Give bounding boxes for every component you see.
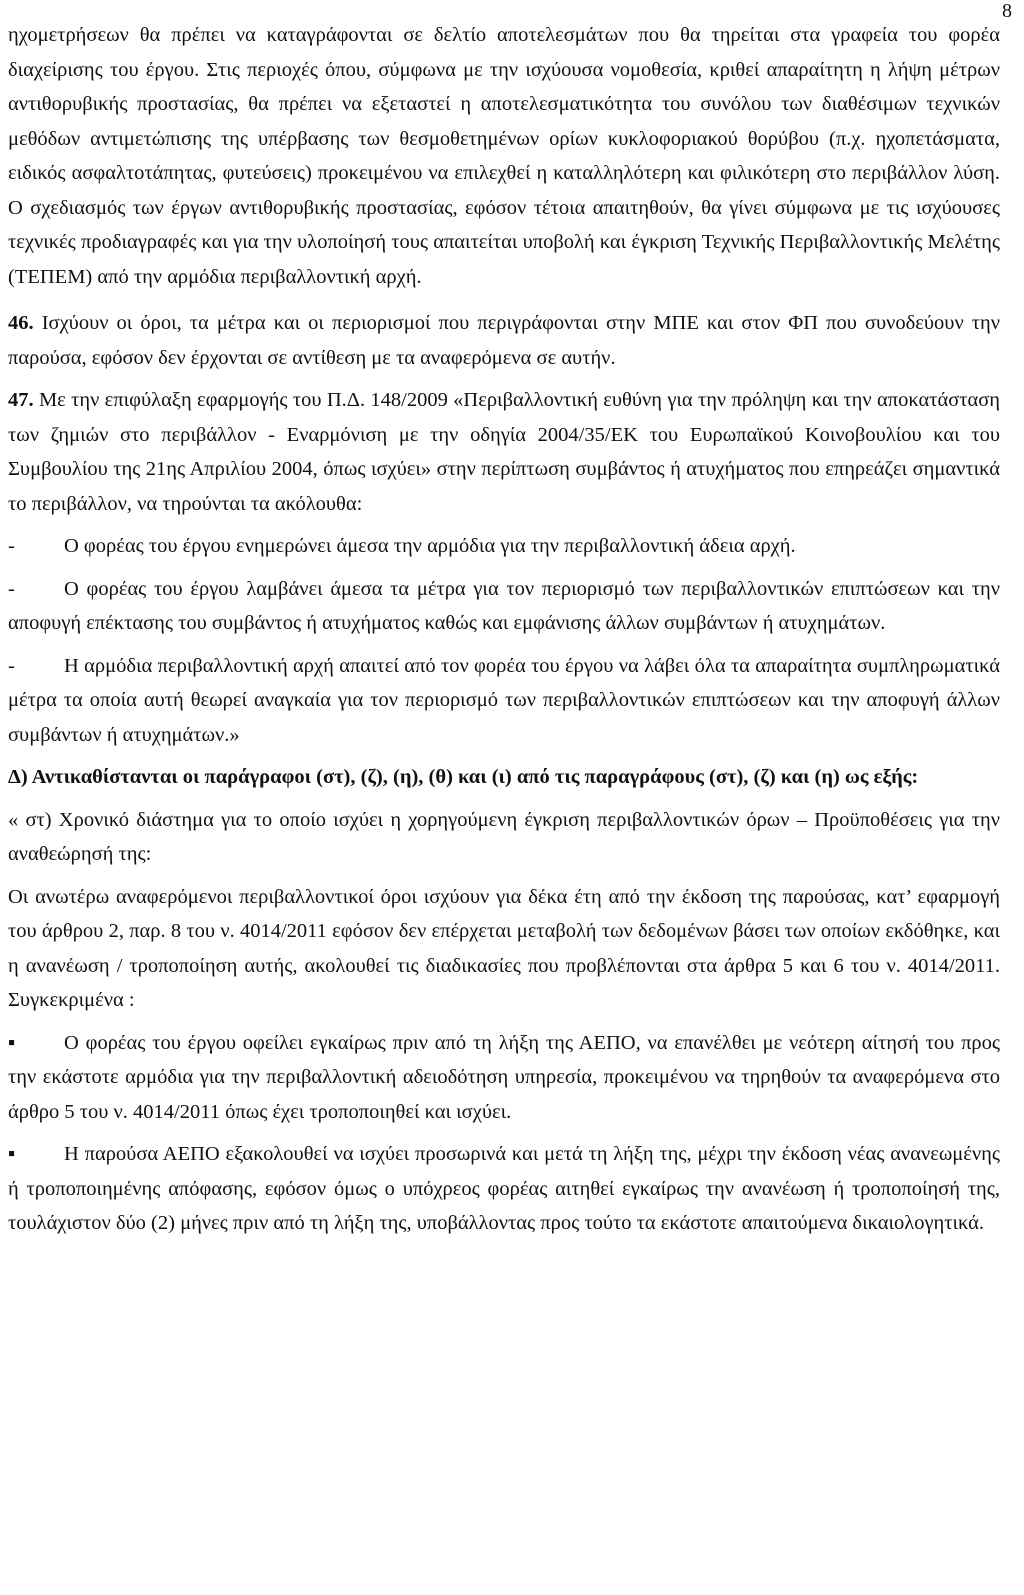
bullet-item-2-text-rest: έκδοση νέας ανανεωμένης ή τροποποιημένης απόφασης, εφόσον όμως ο υπόχρεος φορέας αιτηθεί εγκαίρως την ανανέωση ή τροποποίησή της, τουλάχιστον δύο (2) μήνες πριν από τη λήξη της, υποβάλλοντας προς τούτο τα εκάστοτε απαιτούμενα δικαιολογητικά. xyxy=(8,1143,1001,1234)
bullet-item-2-text-first: Η παρούσα ΑΕΠΟ εξακολουθεί να ισχύει προσωρινά και μετά τη λήξη της, μέχρι την xyxy=(64,1143,776,1165)
bullet-item-1-text-first: Ο φορέας του έργου οφείλει εγκαίρως πριν από τη λήξη της ΑΕΠΟ, να επανέλθει με xyxy=(64,1031,783,1054)
page-number: 8 xyxy=(1002,0,1012,22)
paragraph-47 xyxy=(8,383,1000,521)
dash-item-1-text: Ο φορέας του έργου ενημερώνει άμεσα την αρμόδια για την περιβαλλοντική άδεια αρχή. xyxy=(64,535,796,557)
bullet-item-1-text-rest: νεότερη αίτησή του προς την εκάστοτε αρμόδια για την περιβαλλοντική αδειοδότηση υπηρεσία, προκειμένου να τηρηθούν τα αναφερόμενα στο άρθρο 5 του ν. 4014/2011 όπως έχει τροποποιηθεί και ισχύει. xyxy=(8,1031,1001,1123)
dash-marker: - xyxy=(8,654,15,677)
paragraph-47-text: Με την επιφύλαξη εφαρμογής του Π.Δ. 148/2009 «Περιβαλλοντική ευθύνη για την πρόληψη και την αποκατάσταση των ζημιών στο περιβάλλον - Εναρμόνιση με την οδηγία 2004/35/ΕΚ του Ευρωπαϊκού Κοινοβουλίου και του Συμβουλίου της 21ης Απριλίου 2004, όπως ισχύει» στην περίπτωση συμβάντος ή ατυχήματος που επηρεάζει σημαντικά το περιβάλλον, να τηρούνται τα ακόλουθα: xyxy=(8,389,1000,515)
subsection-st-text: Οι ανωτέρω αναφερόμενοι περιβαλλοντικοί όροι ισχύουν για δέκα έτη από την έκδοση της παρούσας, κατ’ εφαρμογή του άρθρου 2, παρ. 8 του ν. 4014/2011 εφόσον δεν επέρχεται μεταβολή των δεδομένων βάσει των οποίων εκδόθηκε, και η ανανέωση / τροποποίηση αυτής, ακολουθεί τις διαδικασίες που προβλέπονται στα άρθρα 5 και 6 του ν. 4014/2011. Συγκεκριμένα : xyxy=(8,885,1000,1011)
dash-item-3 xyxy=(8,649,1000,753)
subsection-st-heading: « στ) Χρονικό διάστημα για το οποίο ισχύει η χορηγούμενη έγκριση περιβαλλοντικών όρων – Προϋποθέσεις για την αναθεώρησή της: xyxy=(8,808,1000,865)
bullet-marker: ▪ xyxy=(8,1031,16,1054)
dash-item-2 xyxy=(8,572,1000,641)
dash-item-2-text-first: Ο φορέας του έργου λαμβάνει άμεσα τα μέτρα για τον περιορισμό των περιβαλλοντικών xyxy=(64,577,824,600)
paragraph-46-number: 46. xyxy=(8,312,34,334)
paragraph-46 xyxy=(8,306,1000,375)
dash-marker: - xyxy=(8,577,15,600)
bullet-item-2 xyxy=(8,1137,1000,1241)
dash-item-1 xyxy=(8,529,1000,564)
dash-item-3-text-first: Η αρμόδια περιβαλλοντική αρχή απαιτεί από τον φορέα του έργου να λάβει όλα τα xyxy=(64,654,750,677)
dash-marker: - xyxy=(8,535,15,557)
paragraph-47-number: 47. xyxy=(8,389,34,411)
bullet-item-1 xyxy=(8,1026,1000,1130)
bullet-marker: ▪ xyxy=(8,1143,16,1165)
paragraph-noise-measures: ηχομετρήσεων θα πρέπει να καταγράφονται σε δελτίο αποτελεσμάτων που θα τηρείται στα γραφεία του φορέα διαχείρισης του έργου. Στις περιοχές όπου, σύμφωνα με την ισχύουσα νομοθεσία, κριθεί απαραίτητη η λήψη μέτρων αντιθορυβικής προστασίας, θα πρέπει να εξεταστεί η αποτελεσματικότητα του συνόλου των διαθέσιμων τεχνικών μεθόδων αντιμετώπισης της υπέρβασης των θεσμοθετημένων ορίων κυκλοφοριακού θορύβου (π.χ. ηχοπετάσματα, ειδικός ασφαλτοτάπητας, φυτεύσεις) προκειμένου να επιλεχθεί η καταλληλότερη και φιλικότερη στο περιβάλλον λύση. Ο σχεδιασμός των έργων αντιθορυβικής προστασίας, εφόσον τέτοια απαιτηθούν, θα γίνει σύμφωνα με τις ισχύουσες τεχνικές προδιαγραφές και για την υλοποίησή τους απαιτείται υποβολή και έγκριση Τεχνικής Περιβαλλοντικής Μελέτης (ΤΕΠΕΜ) από την αρμόδια περιβαλλοντική αρχή. xyxy=(8,24,1000,288)
dash-item-2-text-rest: επιπτώσεων και την αποφυγή επέκτασης του συμβάντος ή ατυχήματος καθώς και εμφάνισης άλλων συμβάντων ή ατυχημάτων. xyxy=(8,577,1000,634)
section-d-heading: Δ) Αντικαθίστανται οι παράγραφοι (στ), (ζ), (η), (θ) και (ι) από τις παραγράφους (στ), (ζ) και (η) ως εξής: xyxy=(8,766,919,788)
dash-item-3-text-rest: απαραίτητα συμπληρωματικά μέτρα τα οποία αυτή θεωρεί αναγκαία για τον περιορισμό των περιβαλλοντικών επιπτώσεων και την αποφυγή άλλων συμβάντων ή ατυχημάτων.» xyxy=(8,654,1001,746)
paragraph-46-text: Ισχύουν οι όροι, τα μέτρα και οι περιορισμοί που περιγράφονται στην ΜΠΕ και στον ΦΠ που συνοδεύουν την παρούσα, εφόσον δεν έρχονται σε αντίθεση με τα αναφερόμενα σε αυτήν. xyxy=(8,312,1001,369)
document-body xyxy=(8,18,1000,1241)
